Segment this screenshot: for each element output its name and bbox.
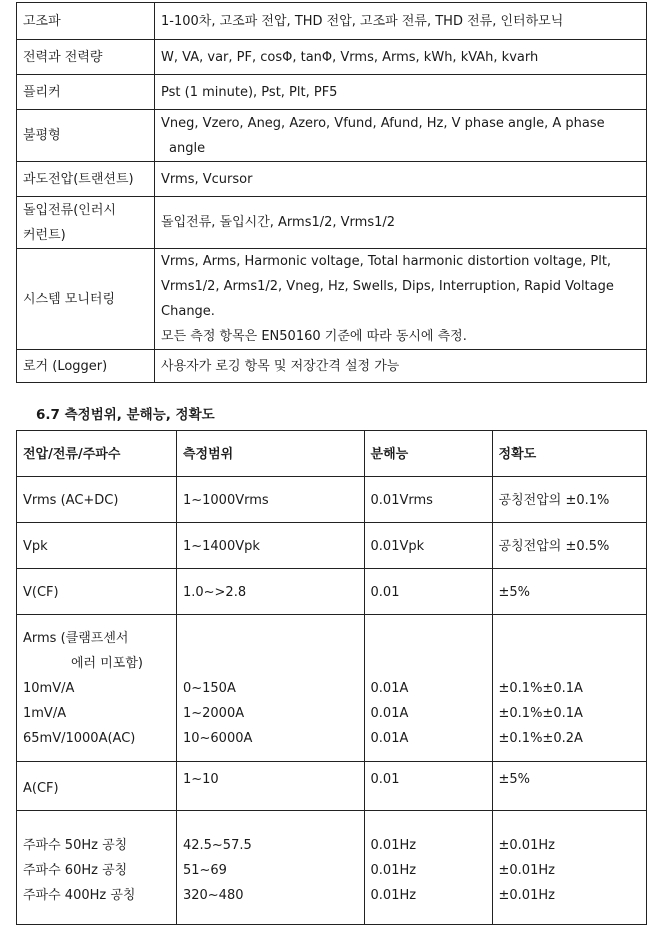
row-value (155, 110, 647, 162)
param-line: 주파수 400Hz 공칭 (23, 888, 136, 903)
table-row (17, 3, 647, 40)
resolution-line: 0.01A (370, 731, 409, 746)
param-line: 1mV/A (23, 706, 67, 721)
param-line: 주파수 50Hz 공칭 (23, 838, 128, 853)
resolution-cell (364, 615, 492, 762)
resolution-line: 0.01A (370, 681, 409, 696)
measurement-functions-table (16, 2, 647, 383)
param-cell (17, 615, 177, 762)
value-line: angle (169, 140, 206, 156)
table-row (17, 477, 647, 523)
row-value: 사용자가 로깅 항목 및 저장간격 설정 가능 (155, 350, 647, 383)
param-cell: Vrms (AC+DC) (17, 477, 177, 523)
range-line: 42.5~57.5 (182, 838, 252, 853)
accuracy-line: ±0.01Hz (498, 838, 555, 853)
row-label: 시스템 모니터링 (17, 249, 155, 350)
param-line: Arms (클램프센서 (23, 631, 129, 646)
table-row (17, 762, 647, 811)
resolution-cell (364, 811, 492, 925)
range-line: 0~150A (182, 681, 236, 696)
table-row (17, 523, 647, 569)
label-line: 돌입전류(인러시 (23, 202, 116, 218)
row-value: Vrms, Vcursor (155, 162, 647, 197)
range-cell: 1.0~>2.8 (176, 569, 364, 615)
accuracy-cell (492, 811, 646, 925)
range-cell: 1~1400Vpk (176, 523, 364, 569)
row-value (155, 249, 647, 350)
value-line: 모든 측정 항목은 EN50160 기준에 따라 동시에 측정. (161, 329, 467, 344)
table-row (17, 197, 647, 249)
resolution-line: 0.01Hz (370, 863, 417, 878)
value-line: Vrms, Arms, Harmonic voltage, Total harmonic distortion voltage, Plt, (161, 254, 612, 269)
range-line: 320~480 (182, 888, 244, 903)
param-line: 65mV/1000A(AC) (23, 731, 136, 746)
range-cell: 1~10 (176, 762, 364, 811)
row-label: 전력과 전력량 (17, 40, 155, 75)
row-label: 로거 (Logger) (17, 350, 155, 383)
table-row (17, 162, 647, 197)
value-line: Change. (161, 304, 215, 319)
label-line: 커런트) (23, 227, 66, 243)
row-value: Pst (1 minute), Pst, Plt, PF5 (155, 75, 647, 110)
range-cell (176, 615, 364, 762)
measurement-range-table (16, 430, 647, 925)
range-cell: 1~1000Vrms (176, 477, 364, 523)
value-line: Vneg, Vzero, Aneg, Azero, Vfund, Afund, Hz, V phase angle, A phase (161, 115, 605, 131)
resolution-cell: 0.01Vrms (364, 477, 492, 523)
table-row (17, 811, 647, 925)
param-line: 주파수 60Hz 공칭 (23, 863, 128, 878)
table-row (17, 249, 647, 350)
param-cell: V(CF) (17, 569, 177, 615)
accuracy-line: ±0.1%±0.1A (498, 706, 583, 721)
table-row (17, 350, 647, 383)
row-label: 불평형 (17, 110, 155, 162)
resolution-cell: 0.01Vpk (364, 523, 492, 569)
row-value: W, VA, var, PF, cosΦ, tanΦ, Vrms, Arms, kWh, kVAh, kvarh (155, 40, 647, 75)
resolution-line: 0.01Hz (370, 838, 417, 853)
table-row (17, 569, 647, 615)
column-header: 전압/전류/주파수 (17, 431, 177, 477)
row-label (17, 197, 155, 249)
table-row (17, 110, 647, 162)
accuracy-cell: ±5% (492, 762, 646, 811)
section-title: 6.7 측정범위, 분해능, 정확도 (36, 407, 215, 423)
accuracy-cell: 공칭전압의 ±0.5% (492, 523, 646, 569)
param-text: A(CF) (23, 781, 59, 796)
accuracy-line: ±0.1%±0.2A (498, 731, 583, 746)
accuracy-cell: 공칭전압의 ±0.1% (492, 477, 646, 523)
row-label: 플리커 (17, 75, 155, 110)
row-label: 과도전압(트랜션트) (17, 162, 155, 197)
param-cell (17, 762, 177, 811)
value-line: Vrms1/2, Arms1/2, Vneg, Hz, Swells, Dips, Interruption, Rapid Voltage (161, 279, 614, 294)
column-header: 정확도 (492, 431, 646, 477)
resolution-line: 0.01Hz (370, 888, 417, 903)
param-cell: Vpk (17, 523, 177, 569)
range-line: 10~6000A (182, 731, 253, 746)
accuracy-cell (492, 615, 646, 762)
table-row (17, 75, 647, 110)
table-row (17, 615, 647, 762)
table-header-row (17, 431, 647, 477)
column-header: 측정범위 (176, 431, 364, 477)
param-line: 에러 미포함) (71, 656, 143, 671)
table-row (17, 40, 647, 75)
param-cell (17, 811, 177, 925)
param-line: 10mV/A (23, 681, 75, 696)
accuracy-cell: ±5% (492, 569, 646, 615)
row-value: 1-100차, 고조파 전압, THD 전압, 고조파 전류, THD 전류, 인터하모닉 (155, 3, 647, 40)
range-cell (176, 811, 364, 925)
resolution-cell: 0.01 (364, 569, 492, 615)
range-line: 51~69 (182, 863, 227, 878)
accuracy-line: ±0.01Hz (498, 863, 555, 878)
resolution-line: 0.01A (370, 706, 409, 721)
row-value: 돌입전류, 돌입시간, Arms1/2, Vrms1/2 (155, 197, 647, 249)
column-header: 분해능 (364, 431, 492, 477)
accuracy-line: ±0.01Hz (498, 888, 555, 903)
resolution-cell: 0.01 (364, 762, 492, 811)
accuracy-line: ±0.1%±0.1A (498, 681, 583, 696)
range-line: 1~2000A (182, 706, 245, 721)
row-label: 고조파 (17, 3, 155, 40)
